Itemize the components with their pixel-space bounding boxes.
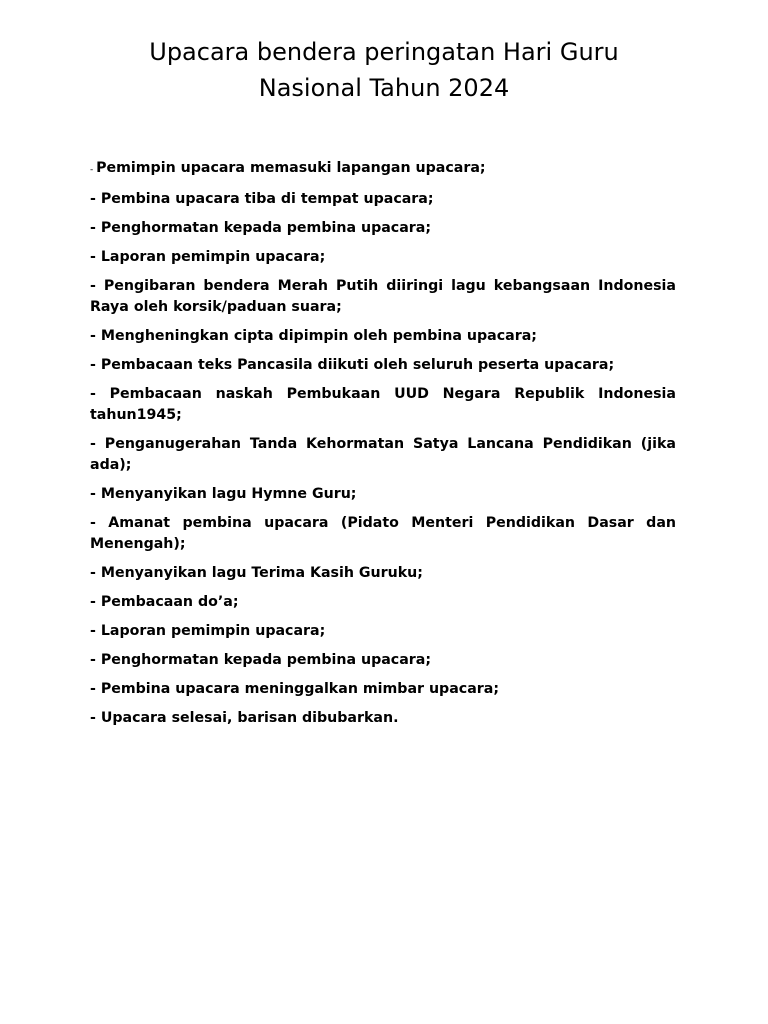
agenda-item-7: - Pembacaan teks Pancasila diikuti oleh seluruh peserta upacara; — [90, 357, 615, 373]
agenda-item-text: Pemimpin upacara memasuki lapangan upacara; — [96, 160, 486, 176]
agenda-item-3: - Penghormatan kepada pembina upacara; — [90, 220, 432, 236]
agenda-item-17: - Upacara selesai, barisan dibubarkan. — [90, 710, 399, 726]
title-line-2: Nasional Tahun 2024 — [258, 74, 510, 102]
agenda-item-14: - Laporan pemimpin upacara; — [90, 623, 326, 639]
agenda-item-13: - Pembacaan do’a; — [90, 594, 239, 610]
agenda-item-15: - Penghormatan kepada pembina upacara; — [90, 652, 432, 668]
agenda-item-1 — [90, 158, 676, 181]
agenda-item-5: - Pengibaran bendera Merah Putih diiringi lagu kebangsaan Indonesia Raya oleh korsik/paduan suara; — [90, 278, 676, 315]
agenda-item-10: - Menyanyikan lagu Hymne Guru; — [90, 486, 357, 502]
agenda-item-8: - Pembacaan naskah Pembukaan UUD Negara Republik Indonesia tahun1945; — [90, 386, 676, 423]
agenda-item-11: - Amanat pembina upacara (Pidato Menteri Pendidikan Dasar dan Menengah); — [90, 515, 676, 552]
agenda-item-4: - Laporan pemimpin upacara; — [90, 249, 326, 265]
agenda-item-9: - Penganugerahan Tanda Kehormatan Satya Lancana Pendidikan (jika ada); — [90, 436, 676, 473]
agenda-item-16: - Pembina upacara meninggalkan mimbar upacara; — [90, 681, 500, 697]
title-line-1: Upacara bendera peringatan Hari Guru — [149, 38, 619, 66]
ceremony-agenda-list — [90, 158, 676, 737]
agenda-item-6: - Mengheningkan cipta dipimpin oleh pembina upacara; — [90, 328, 537, 344]
agenda-item-12: - Menyanyikan lagu Terima Kasih Guruku; — [90, 565, 423, 581]
agenda-item-2: - Pembina upacara tiba di tempat upacara; — [90, 191, 434, 207]
document-title — [90, 34, 678, 106]
agenda-item-dash: - — [90, 165, 97, 175]
